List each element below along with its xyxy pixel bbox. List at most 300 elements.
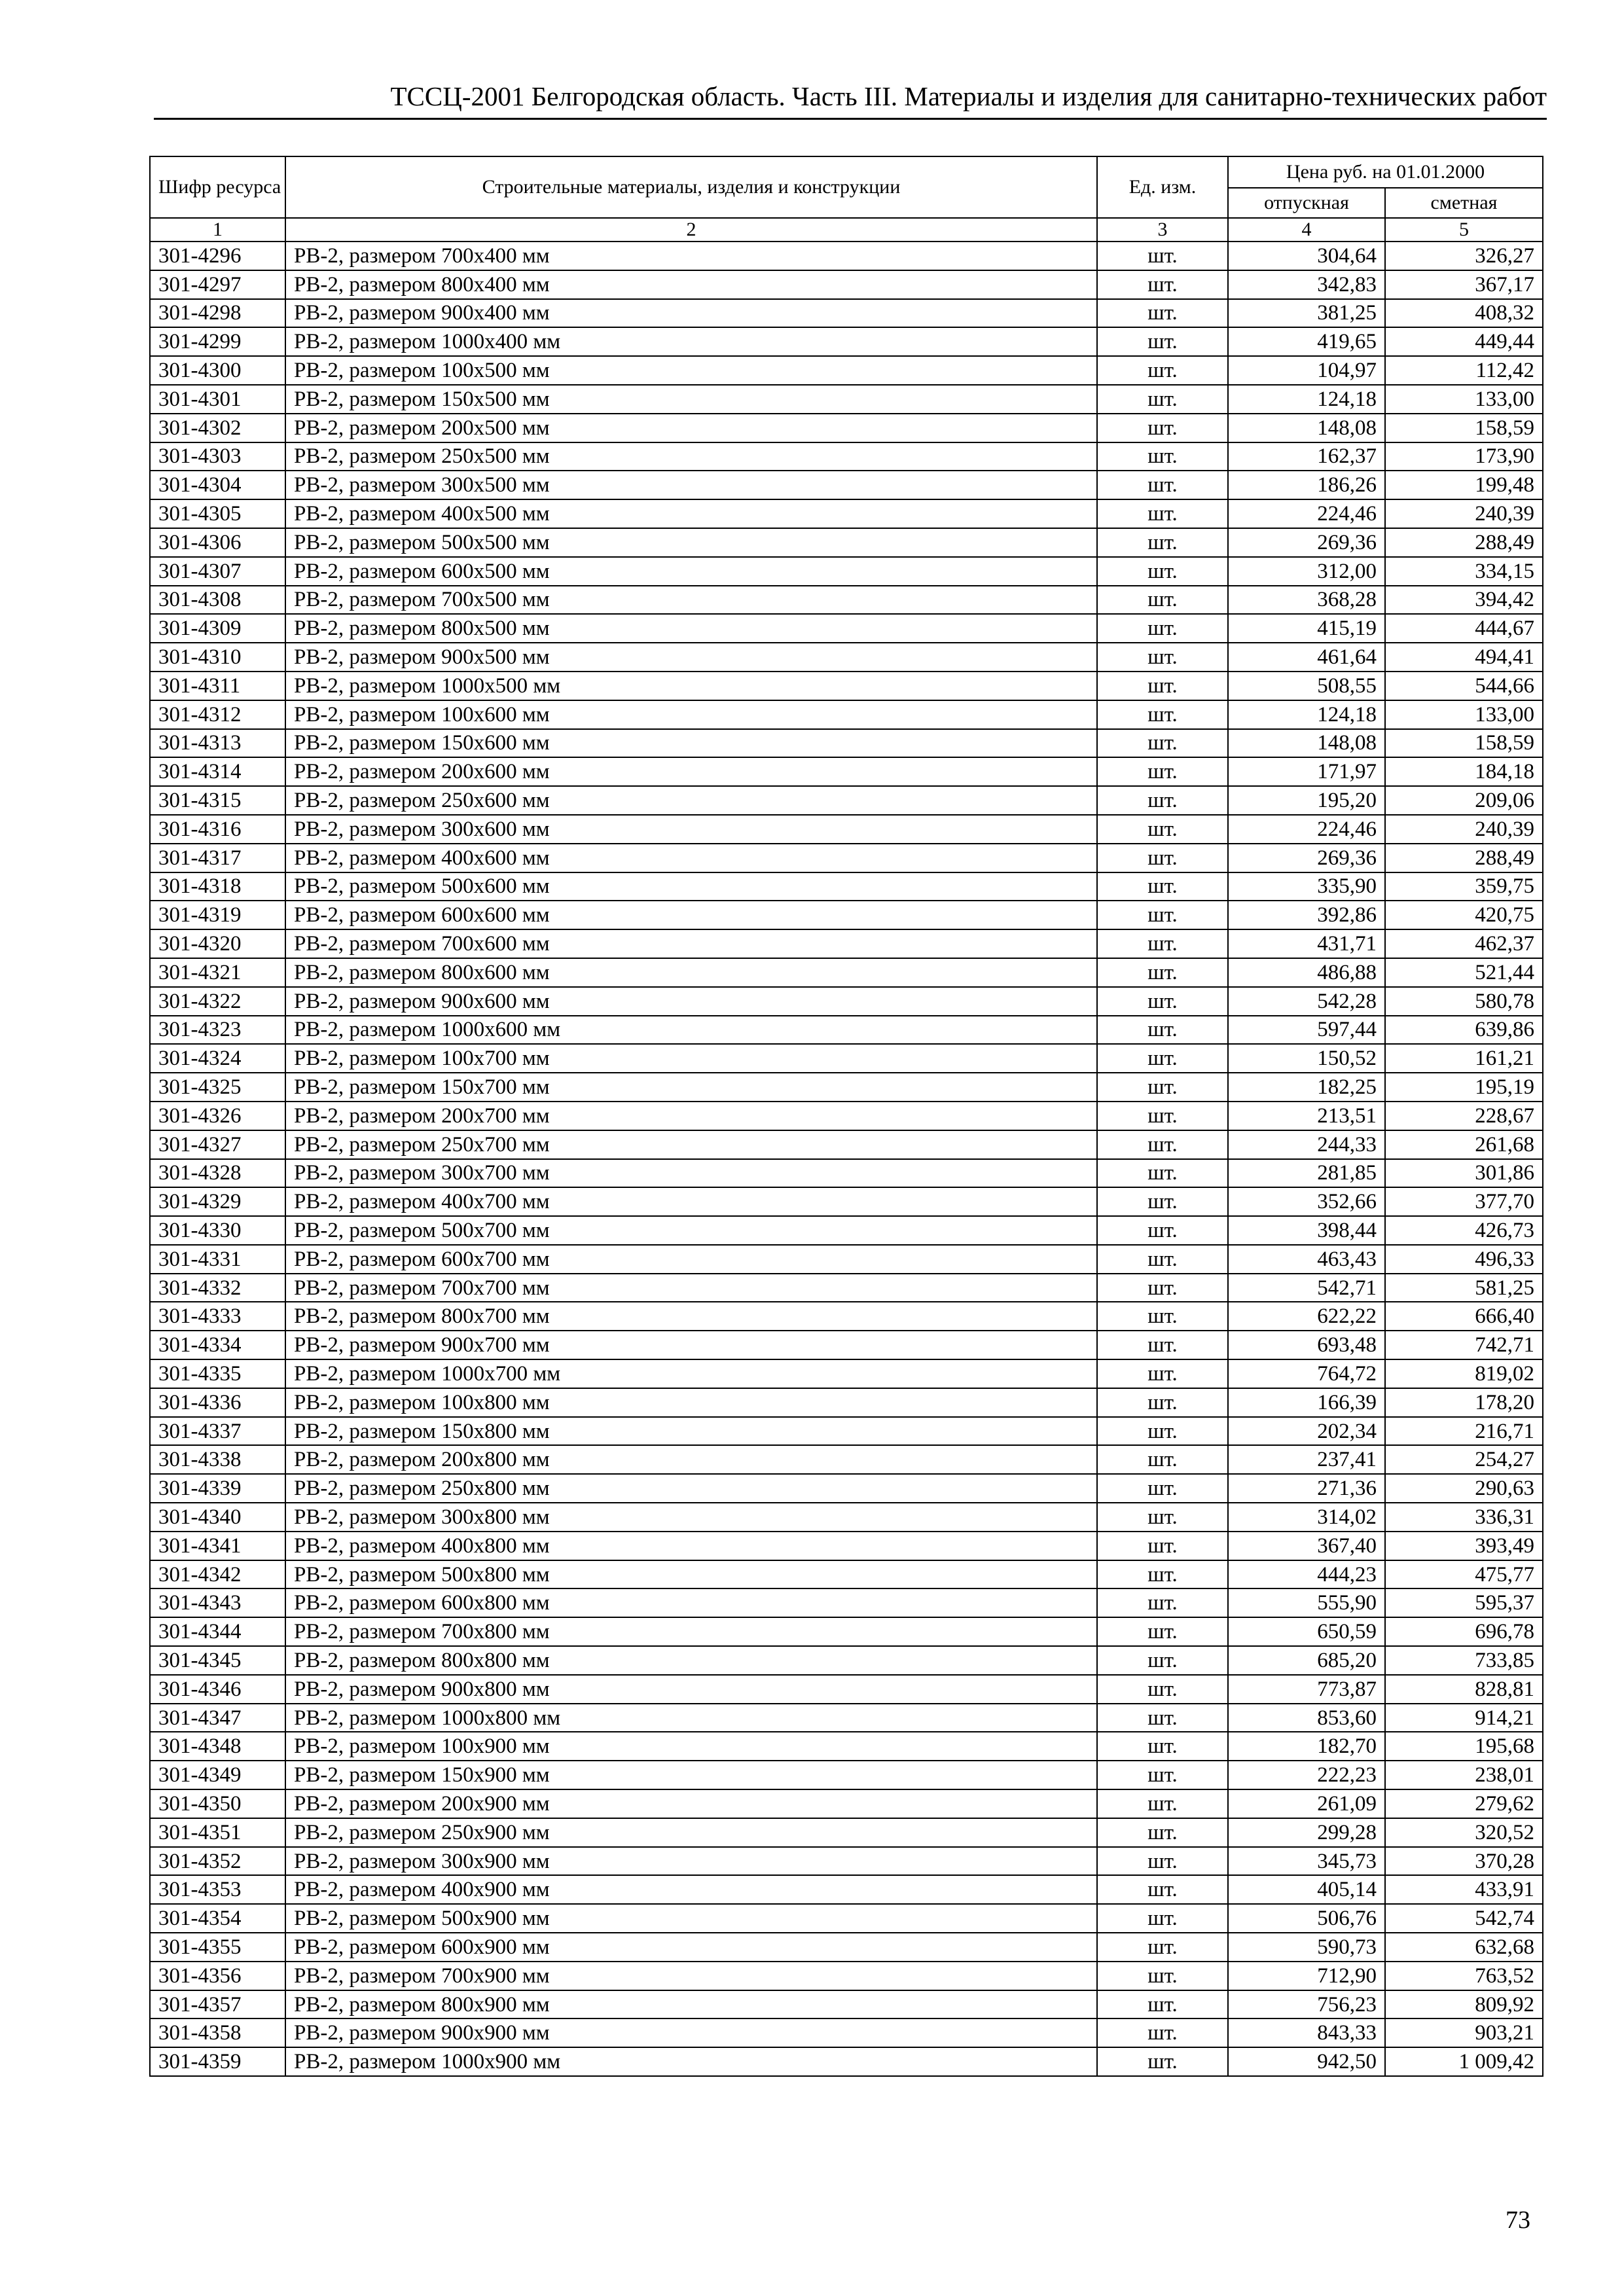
cell-estimate-price: 288,49 — [1385, 528, 1543, 557]
cell-release-price: 756,23 — [1228, 1990, 1385, 2019]
cell-estimate-price: 334,15 — [1385, 557, 1543, 586]
cell-name: РВ-2, размером 900х400 мм — [285, 299, 1097, 328]
cell-code: 301-4338 — [150, 1445, 285, 1474]
cell-release-price: 162,37 — [1228, 442, 1385, 471]
cell-unit: шт. — [1097, 1216, 1228, 1245]
cell-estimate-price: 1 009,42 — [1385, 2047, 1543, 2076]
cell-estimate-price: 320,52 — [1385, 1818, 1543, 1847]
cell-name: РВ-2, размером 400х700 мм — [285, 1187, 1097, 1216]
cell-code: 301-4322 — [150, 987, 285, 1016]
cell-estimate-price: 290,63 — [1385, 1474, 1543, 1503]
cell-code: 301-4313 — [150, 729, 285, 758]
cell-code: 301-4329 — [150, 1187, 285, 1216]
cell-estimate-price: 914,21 — [1385, 1704, 1543, 1732]
cell-unit: шт. — [1097, 299, 1228, 328]
cell-name: РВ-2, размером 100х800 мм — [285, 1388, 1097, 1417]
cell-unit: шт. — [1097, 1532, 1228, 1560]
cell-estimate-price: 254,27 — [1385, 1445, 1543, 1474]
cell-release-price: 124,18 — [1228, 700, 1385, 729]
cell-code: 301-4353 — [150, 1875, 285, 1904]
cell-unit: шт. — [1097, 786, 1228, 815]
cell-release-price: 271,36 — [1228, 1474, 1385, 1503]
cell-release-price: 368,28 — [1228, 586, 1385, 615]
cell-release-price: 182,25 — [1228, 1073, 1385, 1102]
cell-unit: шт. — [1097, 471, 1228, 499]
cell-code: 301-4308 — [150, 586, 285, 615]
table-row — [150, 1216, 1543, 1245]
cell-unit: шт. — [1097, 270, 1228, 299]
cell-unit: шт. — [1097, 1875, 1228, 1904]
cell-estimate-price: 228,67 — [1385, 1102, 1543, 1130]
cell-release-price: 506,76 — [1228, 1904, 1385, 1933]
cell-code: 301-4350 — [150, 1789, 285, 1818]
cell-code: 301-4327 — [150, 1130, 285, 1159]
cell-estimate-price: 521,44 — [1385, 958, 1543, 987]
table-row — [150, 1617, 1543, 1646]
cell-name: РВ-2, размером 500х500 мм — [285, 528, 1097, 557]
cell-code: 301-4336 — [150, 1388, 285, 1417]
table-row — [150, 1560, 1543, 1589]
cell-unit: шт. — [1097, 1990, 1228, 2019]
table-row — [150, 270, 1543, 299]
cell-release-price: 381,25 — [1228, 299, 1385, 328]
cell-estimate-price: 580,78 — [1385, 987, 1543, 1016]
cell-code: 301-4302 — [150, 414, 285, 442]
cell-unit: шт. — [1097, 1617, 1228, 1646]
cell-code: 301-4346 — [150, 1675, 285, 1704]
cell-code: 301-4300 — [150, 356, 285, 385]
table-row — [150, 1417, 1543, 1446]
header-name: Строительные материалы, изделия и конструкции — [285, 156, 1097, 218]
cell-estimate-price: 367,17 — [1385, 270, 1543, 299]
cell-release-price: 299,28 — [1228, 1818, 1385, 1847]
cell-code: 301-4318 — [150, 872, 285, 901]
cell-name: РВ-2, размером 700х900 мм — [285, 1962, 1097, 1990]
cell-code: 301-4296 — [150, 242, 285, 270]
cell-estimate-price: 426,73 — [1385, 1216, 1543, 1245]
cell-unit: шт. — [1097, 1847, 1228, 1876]
cell-name: РВ-2, размером 900х700 мм — [285, 1331, 1097, 1359]
header-unit: Ед. изм. — [1097, 156, 1228, 218]
cell-unit: шт. — [1097, 643, 1228, 672]
cell-estimate-price: 336,31 — [1385, 1503, 1543, 1532]
cell-name: РВ-2, размером 300х900 мм — [285, 1847, 1097, 1876]
cell-unit: шт. — [1097, 385, 1228, 414]
cell-name: РВ-2, размером 300х800 мм — [285, 1503, 1097, 1532]
cell-estimate-price: 819,02 — [1385, 1359, 1543, 1388]
cell-unit: шт. — [1097, 1646, 1228, 1675]
cell-name: РВ-2, размером 1000х900 мм — [285, 2047, 1097, 2076]
cell-unit: шт. — [1097, 1274, 1228, 1302]
cell-name: РВ-2, размером 600х800 мм — [285, 1588, 1097, 1617]
table-row — [150, 1359, 1543, 1388]
cell-release-price: 942,50 — [1228, 2047, 1385, 2076]
cell-estimate-price: 433,91 — [1385, 1875, 1543, 1904]
cell-release-price: 237,41 — [1228, 1445, 1385, 1474]
cell-name: РВ-2, размером 400х600 мм — [285, 844, 1097, 872]
cell-release-price: 508,55 — [1228, 672, 1385, 700]
cell-name: РВ-2, размером 900х500 мм — [285, 643, 1097, 672]
cell-release-price: 486,88 — [1228, 958, 1385, 987]
cell-estimate-price: 195,68 — [1385, 1732, 1543, 1761]
table-row — [150, 242, 1543, 270]
cell-name: РВ-2, размером 400х800 мм — [285, 1532, 1097, 1560]
cell-unit: шт. — [1097, 1675, 1228, 1704]
cell-name: РВ-2, размером 700х800 мм — [285, 1617, 1097, 1646]
cell-unit: шт. — [1097, 557, 1228, 586]
cell-code: 301-4359 — [150, 2047, 285, 2076]
cell-name: РВ-2, размером 100х500 мм — [285, 356, 1097, 385]
cell-release-price: 843,33 — [1228, 2018, 1385, 2047]
table-row — [150, 471, 1543, 499]
cell-release-price: 314,02 — [1228, 1503, 1385, 1532]
cell-code: 301-4297 — [150, 270, 285, 299]
table-row — [150, 557, 1543, 586]
cell-name: РВ-2, размером 300х500 мм — [285, 471, 1097, 499]
price-table — [149, 156, 1543, 2077]
table-row — [150, 327, 1543, 356]
table-row — [150, 1016, 1543, 1045]
cell-unit: шт. — [1097, 1761, 1228, 1789]
cell-release-price: 597,44 — [1228, 1016, 1385, 1045]
cell-code: 301-4321 — [150, 958, 285, 987]
cell-estimate-price: 632,68 — [1385, 1933, 1543, 1962]
column-number: 1 — [150, 218, 285, 242]
cell-name: РВ-2, размером 300х600 мм — [285, 815, 1097, 844]
table-row — [150, 1274, 1543, 1302]
cell-unit: шт. — [1097, 872, 1228, 901]
cell-release-price: 650,59 — [1228, 1617, 1385, 1646]
table-row — [150, 1818, 1543, 1847]
cell-unit: шт. — [1097, 1588, 1228, 1617]
cell-release-price: 419,65 — [1228, 327, 1385, 356]
table-row — [150, 1732, 1543, 1761]
cell-code: 301-4309 — [150, 614, 285, 643]
cell-code: 301-4319 — [150, 901, 285, 929]
cell-name: РВ-2, размером 900х800 мм — [285, 1675, 1097, 1704]
cell-unit: шт. — [1097, 1474, 1228, 1503]
cell-name: РВ-2, размером 1000х400 мм — [285, 327, 1097, 356]
cell-release-price: 166,39 — [1228, 1388, 1385, 1417]
column-number: 5 — [1385, 218, 1543, 242]
header-rule — [154, 118, 1547, 120]
table-row — [150, 815, 1543, 844]
cell-estimate-price: 161,21 — [1385, 1044, 1543, 1073]
table-row — [150, 2018, 1543, 2047]
cell-release-price: 622,22 — [1228, 1302, 1385, 1331]
cell-estimate-price: 158,59 — [1385, 729, 1543, 758]
cell-name: РВ-2, размером 700х700 мм — [285, 1274, 1097, 1302]
table-row — [150, 1187, 1543, 1216]
table-row — [150, 299, 1543, 328]
table-row — [150, 1474, 1543, 1503]
cell-name: РВ-2, размером 600х600 мм — [285, 901, 1097, 929]
cell-name: РВ-2, размером 500х800 мм — [285, 1560, 1097, 1589]
cell-release-price: 195,20 — [1228, 786, 1385, 815]
table-row — [150, 1962, 1543, 1990]
table-row — [150, 1675, 1543, 1704]
cell-release-price: 150,52 — [1228, 1044, 1385, 1073]
cell-estimate-price: 444,67 — [1385, 614, 1543, 643]
cell-estimate-price: 359,75 — [1385, 872, 1543, 901]
cell-name: РВ-2, размером 200х700 мм — [285, 1102, 1097, 1130]
table-row — [150, 528, 1543, 557]
cell-estimate-price: 195,19 — [1385, 1073, 1543, 1102]
cell-name: РВ-2, размером 150х700 мм — [285, 1073, 1097, 1102]
cell-release-price: 461,64 — [1228, 643, 1385, 672]
cell-name: РВ-2, размером 150х800 мм — [285, 1417, 1097, 1446]
cell-name: РВ-2, размером 900х900 мм — [285, 2018, 1097, 2047]
cell-code: 301-4326 — [150, 1102, 285, 1130]
cell-unit: шт. — [1097, 1302, 1228, 1331]
table-row — [150, 1646, 1543, 1675]
cell-estimate-price: 595,37 — [1385, 1588, 1543, 1617]
cell-unit: шт. — [1097, 1159, 1228, 1188]
cell-name: РВ-2, размером 200х500 мм — [285, 414, 1097, 442]
cell-estimate-price: 742,71 — [1385, 1331, 1543, 1359]
cell-release-price: 342,83 — [1228, 270, 1385, 299]
table-row — [150, 1503, 1543, 1532]
cell-estimate-price: 112,42 — [1385, 356, 1543, 385]
cell-release-price: 186,26 — [1228, 471, 1385, 499]
table-row — [150, 385, 1543, 414]
cell-estimate-price: 408,32 — [1385, 299, 1543, 328]
cell-code: 301-4330 — [150, 1216, 285, 1245]
cell-estimate-price: 238,01 — [1385, 1761, 1543, 1789]
cell-unit: шт. — [1097, 757, 1228, 786]
table-row — [150, 1130, 1543, 1159]
cell-estimate-price: 178,20 — [1385, 1388, 1543, 1417]
cell-code: 301-4357 — [150, 1990, 285, 2019]
table-row — [150, 1102, 1543, 1130]
cell-name: РВ-2, размером 300х700 мм — [285, 1159, 1097, 1188]
cell-name: РВ-2, размером 150х500 мм — [285, 385, 1097, 414]
cell-name: РВ-2, размером 150х600 мм — [285, 729, 1097, 758]
table-row — [150, 1331, 1543, 1359]
cell-unit: шт. — [1097, 499, 1228, 528]
cell-release-price: 171,97 — [1228, 757, 1385, 786]
cell-name: РВ-2, размером 250х600 мм — [285, 786, 1097, 815]
table-row — [150, 987, 1543, 1016]
cell-code: 301-4312 — [150, 700, 285, 729]
cell-code: 301-4351 — [150, 1818, 285, 1847]
cell-code: 301-4339 — [150, 1474, 285, 1503]
cell-code: 301-4310 — [150, 643, 285, 672]
table-row — [150, 643, 1543, 672]
cell-name: РВ-2, размером 800х600 мм — [285, 958, 1097, 987]
cell-unit: шт. — [1097, 1445, 1228, 1474]
page-header-title: ТССЦ-2001 Белгородская область. Часть III. Материалы и изделия для санитарно-технических работ — [390, 81, 1547, 111]
cell-unit: шт. — [1097, 1102, 1228, 1130]
cell-code: 301-4349 — [150, 1761, 285, 1789]
cell-release-price: 269,36 — [1228, 528, 1385, 557]
cell-name: РВ-2, размером 500х700 мм — [285, 1216, 1097, 1245]
cell-code: 301-4305 — [150, 499, 285, 528]
cell-name: РВ-2, размером 600х900 мм — [285, 1933, 1097, 1962]
table-row — [150, 1388, 1543, 1417]
cell-code: 301-4352 — [150, 1847, 285, 1876]
cell-code: 301-4303 — [150, 442, 285, 471]
cell-name: РВ-2, размером 800х500 мм — [285, 614, 1097, 643]
table-row — [150, 2047, 1543, 2076]
cell-estimate-price: 462,37 — [1385, 929, 1543, 958]
cell-name: РВ-2, размером 500х900 мм — [285, 1904, 1097, 1933]
table-row — [150, 1044, 1543, 1073]
cell-code: 301-4341 — [150, 1532, 285, 1560]
price-table-header — [150, 156, 1543, 242]
cell-release-price: 148,08 — [1228, 414, 1385, 442]
cell-code: 301-4355 — [150, 1933, 285, 1962]
cell-code: 301-4320 — [150, 929, 285, 958]
cell-code: 301-4358 — [150, 2018, 285, 2047]
table-row — [150, 958, 1543, 987]
cell-estimate-price: 903,21 — [1385, 2018, 1543, 2047]
cell-name: РВ-2, размером 250х800 мм — [285, 1474, 1097, 1503]
cell-code: 301-4316 — [150, 815, 285, 844]
cell-release-price: 213,51 — [1228, 1102, 1385, 1130]
cell-code: 301-4334 — [150, 1331, 285, 1359]
cell-code: 301-4348 — [150, 1732, 285, 1761]
table-row — [150, 1073, 1543, 1102]
cell-code: 301-4328 — [150, 1159, 285, 1188]
column-number: 3 — [1097, 218, 1228, 242]
cell-name: РВ-2, размером 400х900 мм — [285, 1875, 1097, 1904]
cell-estimate-price: 370,28 — [1385, 1847, 1543, 1876]
cell-release-price: 693,48 — [1228, 1331, 1385, 1359]
cell-code: 301-4337 — [150, 1417, 285, 1446]
cell-code: 301-4354 — [150, 1904, 285, 1933]
cell-release-price: 124,18 — [1228, 385, 1385, 414]
cell-name: РВ-2, размером 600х700 мм — [285, 1245, 1097, 1274]
cell-estimate-price: 209,06 — [1385, 786, 1543, 815]
cell-name: РВ-2, размером 200х900 мм — [285, 1789, 1097, 1818]
cell-unit: шт. — [1097, 1417, 1228, 1446]
cell-estimate-price: 420,75 — [1385, 901, 1543, 929]
cell-release-price: 712,90 — [1228, 1962, 1385, 1990]
table-row — [150, 442, 1543, 471]
table-row — [150, 1875, 1543, 1904]
cell-release-price: 352,66 — [1228, 1187, 1385, 1216]
cell-code: 301-4325 — [150, 1073, 285, 1102]
cell-release-price: 463,43 — [1228, 1245, 1385, 1274]
cell-release-price: 222,23 — [1228, 1761, 1385, 1789]
cell-code: 301-4347 — [150, 1704, 285, 1732]
cell-unit: шт. — [1097, 2047, 1228, 2076]
cell-name: РВ-2, размером 100х700 мм — [285, 1044, 1097, 1073]
cell-unit: шт. — [1097, 1388, 1228, 1417]
cell-estimate-price: 393,49 — [1385, 1532, 1543, 1560]
cell-code: 301-4306 — [150, 528, 285, 557]
table-row — [150, 1990, 1543, 2019]
cell-estimate-price: 199,48 — [1385, 471, 1543, 499]
table-row — [150, 1904, 1543, 1933]
cell-release-price: 431,71 — [1228, 929, 1385, 958]
cell-name: РВ-2, размером 250х500 мм — [285, 442, 1097, 471]
cell-unit: шт. — [1097, 1818, 1228, 1847]
cell-unit: шт. — [1097, 414, 1228, 442]
cell-unit: шт. — [1097, 1789, 1228, 1818]
cell-estimate-price: 696,78 — [1385, 1617, 1543, 1646]
cell-unit: шт. — [1097, 987, 1228, 1016]
cell-estimate-price: 261,68 — [1385, 1130, 1543, 1159]
table-row — [150, 1704, 1543, 1732]
table-row — [150, 1445, 1543, 1474]
cell-unit: шт. — [1097, 815, 1228, 844]
cell-code: 301-4333 — [150, 1302, 285, 1331]
cell-release-price: 345,73 — [1228, 1847, 1385, 1876]
table-row — [150, 672, 1543, 700]
cell-release-price: 224,46 — [1228, 499, 1385, 528]
cell-code: 301-4344 — [150, 1617, 285, 1646]
table-row — [150, 586, 1543, 615]
cell-release-price: 542,28 — [1228, 987, 1385, 1016]
cell-release-price: 392,86 — [1228, 901, 1385, 929]
cell-release-price: 415,19 — [1228, 614, 1385, 643]
cell-name: РВ-2, размером 900х600 мм — [285, 987, 1097, 1016]
cell-unit: шт. — [1097, 356, 1228, 385]
table-row — [150, 1302, 1543, 1331]
cell-estimate-price: 763,52 — [1385, 1962, 1543, 1990]
table-row — [150, 1933, 1543, 1962]
cell-unit: шт. — [1097, 1704, 1228, 1732]
cell-estimate-price: 581,25 — [1385, 1274, 1543, 1302]
table-row — [150, 700, 1543, 729]
cell-unit: шт. — [1097, 1359, 1228, 1388]
cell-estimate-price: 184,18 — [1385, 757, 1543, 786]
table-row — [150, 844, 1543, 872]
cell-estimate-price: 279,62 — [1385, 1789, 1543, 1818]
cell-estimate-price: 733,85 — [1385, 1646, 1543, 1675]
cell-release-price: 224,46 — [1228, 815, 1385, 844]
cell-unit: шт. — [1097, 528, 1228, 557]
table-row — [150, 1245, 1543, 1274]
table-row — [150, 757, 1543, 786]
cell-release-price: 269,36 — [1228, 844, 1385, 872]
cell-release-price: 104,97 — [1228, 356, 1385, 385]
cell-unit: шт. — [1097, 614, 1228, 643]
cell-estimate-price: 326,27 — [1385, 242, 1543, 270]
cell-estimate-price: 475,77 — [1385, 1560, 1543, 1589]
cell-name: РВ-2, размером 150х900 мм — [285, 1761, 1097, 1789]
table-row — [150, 901, 1543, 929]
cell-estimate-price: 301,86 — [1385, 1159, 1543, 1188]
cell-unit: шт. — [1097, 958, 1228, 987]
cell-estimate-price: 288,49 — [1385, 844, 1543, 872]
cell-name: РВ-2, размером 100х600 мм — [285, 700, 1097, 729]
table-row — [150, 499, 1543, 528]
cell-name: РВ-2, размером 100х900 мм — [285, 1732, 1097, 1761]
cell-estimate-price: 394,42 — [1385, 586, 1543, 615]
cell-release-price: 312,00 — [1228, 557, 1385, 586]
cell-estimate-price: 449,44 — [1385, 327, 1543, 356]
cell-code: 301-4343 — [150, 1588, 285, 1617]
cell-release-price: 685,20 — [1228, 1646, 1385, 1675]
header-estimate-price: сметная — [1385, 188, 1543, 218]
cell-code: 301-4301 — [150, 385, 285, 414]
table-row — [150, 1761, 1543, 1789]
cell-release-price: 853,60 — [1228, 1704, 1385, 1732]
cell-unit: шт. — [1097, 672, 1228, 700]
cell-unit: шт. — [1097, 1560, 1228, 1589]
cell-code: 301-4311 — [150, 672, 285, 700]
column-number: 4 — [1228, 218, 1385, 242]
cell-code: 301-4324 — [150, 1044, 285, 1073]
cell-estimate-price: 240,39 — [1385, 815, 1543, 844]
cell-unit: шт. — [1097, 844, 1228, 872]
header-code: Шифр ресурса — [150, 156, 285, 218]
cell-unit: шт. — [1097, 1962, 1228, 1990]
cell-estimate-price: 828,81 — [1385, 1675, 1543, 1704]
